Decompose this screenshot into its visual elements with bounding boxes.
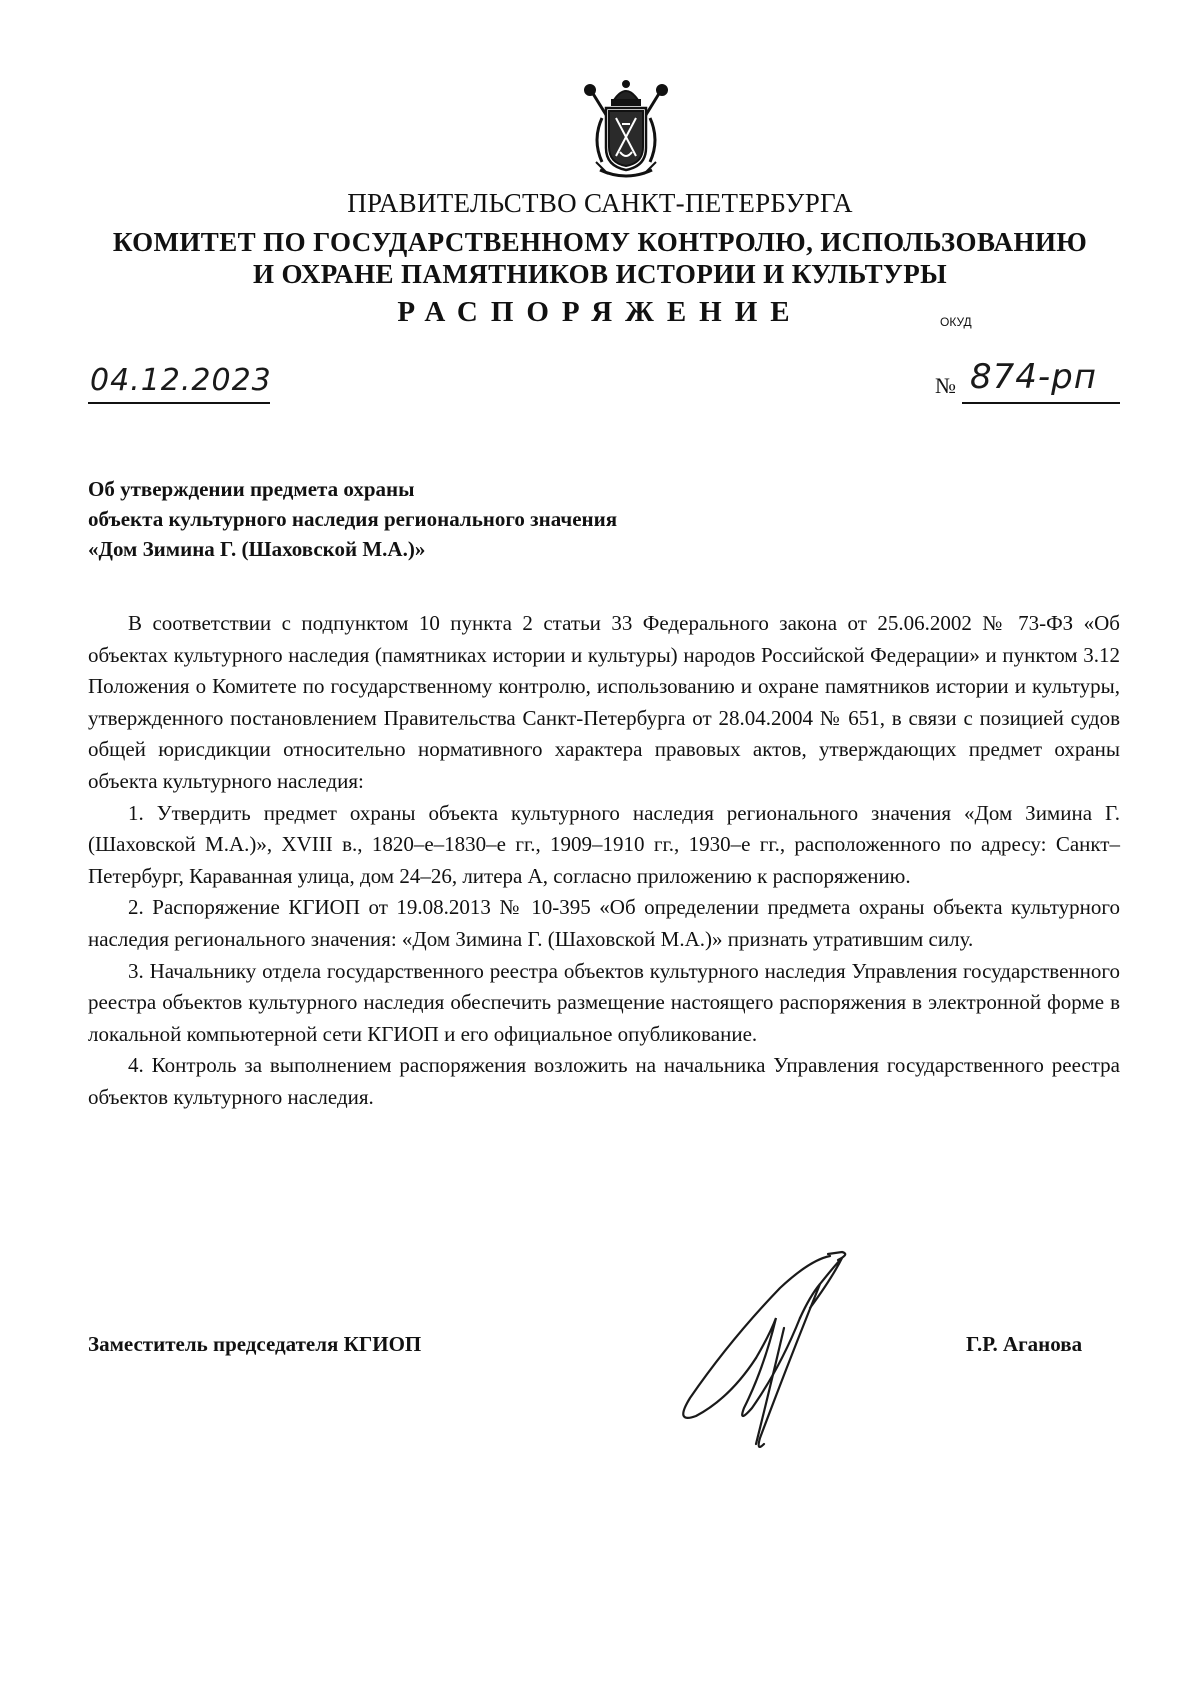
signature-icon <box>660 1248 900 1458</box>
preamble-paragraph: В соответствии с подпунктом 10 пункта 2 статьи 33 Федерального закона от 25.06.2002 № 73-ФЗ «Об объектах культурного наследия (памятниках истории и культуры) народов Российской Федерации» и пунктом 3.12 Положения о Комитете по государственному контролю, использованию и охране памятников истории и культуры, утвержденного постановлением Правительства Санкт-Петербурга от 28.04.2004 № 651, в связи с позицией судов общей юрисдикции относительно нормативного характера правовых актов, утверждающих предмет охраны объекта культурного наследия: <box>88 611 1120 793</box>
document-subject <box>88 474 617 564</box>
okud-label: ОКУД <box>940 315 972 329</box>
signer-title: Заместитель председателя КГИОП <box>88 1332 422 1356</box>
subject-line1: Об утверждении предмета охраны <box>88 477 415 501</box>
order-item: 4. Контроль за выполнением распоряжения возложить на начальника Управления государственного реестра объектов культурного наследия. <box>88 1053 1120 1109</box>
signer-name: Г.Р. Аганова <box>966 1332 1083 1356</box>
document-type: РАСПОРЯЖЕНИЕ <box>397 296 803 328</box>
date-underline <box>88 402 270 404</box>
committee-name <box>0 226 1200 290</box>
committee-name-line1: КОМИТЕТ ПО ГОСУДАРСТВЕННОМУ КОНТРОЛЮ, ИСПОЛЬЗОВАНИЮ <box>112 227 1088 257</box>
number-sign: № <box>935 373 956 398</box>
document-date: 04.12.2023 <box>90 363 272 398</box>
coat-of-arms-icon <box>578 78 674 180</box>
committee-name-line2: И ОХРАНЕ ПАМЯТНИКОВ ИСТОРИИ И КУЛЬТУРЫ <box>252 259 947 289</box>
government-name: ПРАВИТЕЛЬСТВО САНКТ-ПЕТЕРБУРГА <box>347 188 853 218</box>
order-item: 2. Распоряжение КГИОП от 19.08.2013 № 10-395 «Об определении предмета охраны объекта культурного наследия регионального значения: «Дом Зимина Г. (Шаховской М.А.)» признать утратившим силу. <box>88 895 1120 951</box>
document-number: 874-рп <box>970 357 1097 397</box>
document-body <box>88 608 1120 1114</box>
subject-line2: объекта культурного наследия регионального значения <box>88 507 618 531</box>
number-underline <box>962 402 1120 404</box>
order-item: 1. Утвердить предмет охраны объекта культурного наследия регионального значения «Дом Зимина Г. (Шаховской М.А.)», XVIII в., 1820–е–1830–е гг., 1909–1910 гг., 1930–е гг., расположенного по адресу: Санкт–Петербург, Караванная улица, дом 24–26, литера А, согласно приложению к распоряжению. <box>88 800 1120 888</box>
order-item: 3. Начальнику отдела государственного реестра объектов культурного наследия Управления государственного реестра объектов культурного наследия обеспечить размещение настоящего распоряжения в электронной форме в локальной компьютерной сети КГИОП и его официальное опубликование. <box>88 958 1120 1046</box>
subject-line3: «Дом Зимина Г. (Шаховской М.А.)» <box>88 537 426 561</box>
